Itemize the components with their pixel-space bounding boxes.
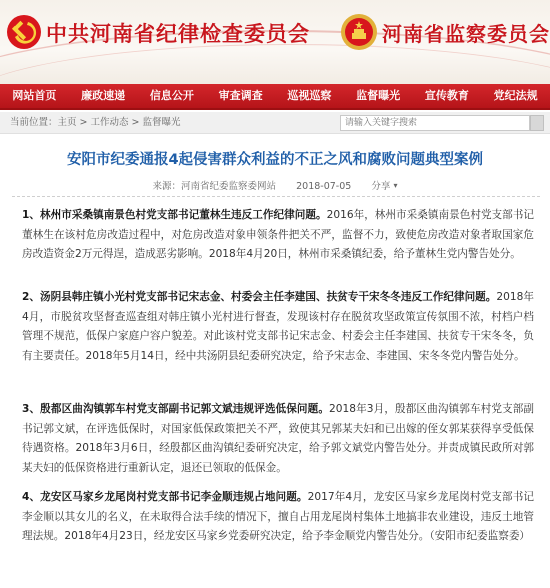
case-heading: 2、汤阴县韩庄镇小光村党支部书记宋志金、村委会主任李建国、扶贫专干宋冬冬违反工作纪律问题。 — [22, 291, 497, 303]
nav-item-home[interactable]: 网站首页 — [12, 89, 57, 102]
share-button[interactable] — [371, 181, 397, 192]
nav-item-investigation[interactable]: 审查调查 — [218, 89, 263, 102]
case-body: 2016年，林州市采桑镇南景色村党支部书记董林生在该村危房改造过程中，对危房改造对象申领条件把关不严，监督不力，致使危房改造对象者取国家危房改造资金2万元得逞，造成恶劣影响。2018年4月20日，林州市采桑镇纪委，给予董林生党内警告处分。 — [22, 209, 534, 261]
article-source: 来源：河南省纪委监察委网站 — [152, 181, 277, 192]
banner-title-supervision: 河南省监察委员会 — [382, 22, 550, 46]
article-paragraph — [22, 288, 534, 366]
case-body: 2018年4月，市脱贫攻坚督查巡查组对韩庄镇小光村进行督查，发现该村存在脱贫攻坚政策宣传氛围不浓，村档户档管理不规范，低保户家庭户容户貌差。对此该村党支部书记宋志金、村委会主任李建国、扶贫专干宋冬冬，负有主要责任。2018年5月14日，经中共汤阴县纪委研究决定，给予宋志金、李建国、宋冬冬党内警告处分。 — [22, 291, 534, 362]
nav-item-disclosure[interactable]: 信息公开 — [149, 89, 194, 102]
case-body: 2017年4月，龙安区马家乡龙尾岗村党支部书记李金顺以其女儿的名义，在未取得合法手续的情况下，擅自占用龙尾岗村集体土地搞非农业建设，违反土地管理法规。2018年4月23日，经龙安区马家乡党委研究决定，给予李金顺党内警告处分。（安阳市纪委监察委） — [22, 491, 534, 543]
share-label: 分享 — [371, 181, 391, 192]
article-paragraph — [22, 206, 534, 265]
nav-item-education[interactable]: 宣传教育 — [424, 89, 469, 102]
case-heading: 3、殷都区曲沟镇郭车村党支部副书记郭文斌违规评选低保问题。 — [22, 403, 330, 415]
divider — [12, 196, 540, 197]
case-body: 2018年3月，殷都区曲沟镇郭车村党支部副书记郭文斌，在评选低保时，对国家低保政策把关不严，致使其兄郭某夫妇和已出嫁的侄女郭某获得享受低保待遇资格。2018年3月6日，经殷都区曲沟镇纪委研究决定，给予郭文斌党内警告处分。并责成镇民政所对郭某夫妇的低保资格进行重新认定，退还已领取的低保金。 — [22, 403, 535, 474]
search-button[interactable] — [530, 115, 544, 131]
breadcrumb-bar — [0, 112, 550, 134]
case-heading: 4、龙安区马家乡龙尾岗村党支部书记李金顺违规占地问题。 — [22, 491, 308, 503]
breadcrumb: 当前位置：主页 > 工作动态 > 监督曝光 — [10, 117, 181, 128]
article-paragraph — [22, 400, 534, 478]
article-date: 2018-07-05 — [296, 181, 352, 192]
state-emblem-icon — [340, 13, 378, 51]
main-nav — [0, 84, 550, 110]
chevron-down-icon: ▾ — [393, 181, 398, 190]
article-paragraph — [22, 488, 534, 547]
nav-item-exposure[interactable]: 监督曝光 — [356, 89, 401, 102]
banner-title-commission: 中共河南省纪律检查委员会 — [46, 22, 310, 46]
article-title: 安阳市纪委通报4起侵害群众利益的不正之风和腐败问题典型案例 — [66, 152, 484, 168]
nav-item-news[interactable]: 廉政速递 — [81, 89, 126, 102]
case-heading: 1、林州市采桑镇南景色村党支部书记董林生违反工作纪律问题。 — [22, 209, 327, 221]
search-input[interactable] — [340, 115, 530, 131]
header-banner — [0, 0, 550, 84]
nav-item-regulations[interactable]: 党纪法规 — [493, 89, 538, 102]
party-emblem-icon — [6, 14, 42, 50]
nav-item-inspection[interactable]: 巡视巡察 — [287, 89, 332, 102]
article-meta — [0, 178, 550, 192]
